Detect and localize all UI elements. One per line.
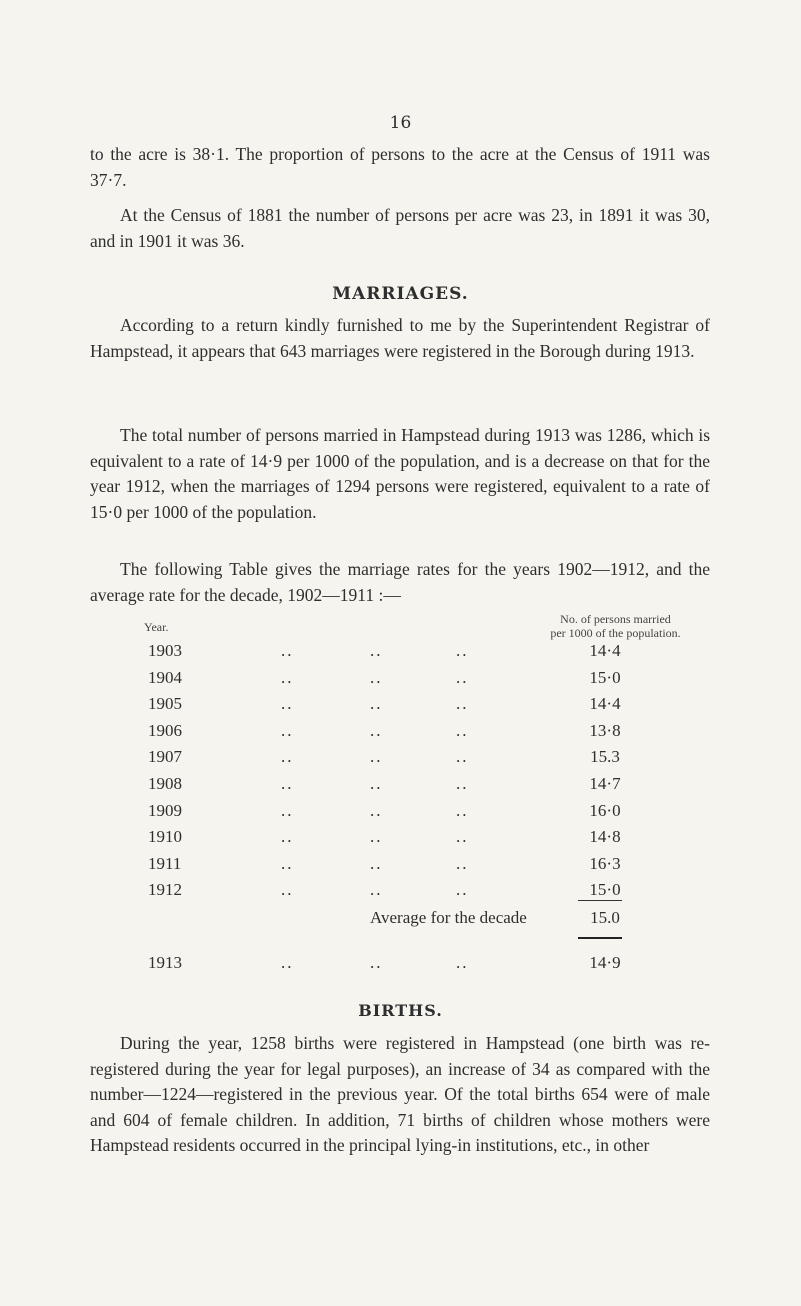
row-rate: 16·3 (589, 853, 621, 873)
row-year: 1903 (148, 641, 182, 660)
row-leader: .. (281, 853, 294, 873)
average-label: Average for the decade (370, 908, 527, 927)
page-number: 16 (389, 113, 412, 133)
row-year: 1909 (148, 800, 182, 820)
births-paragraph-1: During the year, 1258 births were registered in Hampstead (one birth was re-registered during the year for legal purposes), an increase of 34 as compared with the number—1224—registered in the previous year. Of the total births 654 were of male and 604 of female children. In addition, 71 births of children whose mothers were Hampstead residents occurred in the principal lying-in institutions, etc., in other (90, 1033, 710, 1155)
row-rate: 14·4 (589, 694, 621, 714)
row-rate: 14·9 (589, 953, 621, 972)
row-leader: .. (281, 667, 294, 687)
row-year: 1904 (148, 667, 182, 687)
row-rate: 14·7 (589, 774, 621, 793)
row-leader: .. (456, 880, 469, 900)
row-rate: 14·8 (589, 827, 621, 847)
intro-paragraph-1: to the acre is 38·1. The proportion of persons to the acre at the Census of 1911 was 37·7. (90, 144, 710, 190)
row-leader: .. (456, 800, 469, 820)
row-leader: .. (456, 953, 469, 972)
table-row (0, 747, 801, 771)
row-rate: 15.3 (590, 747, 620, 767)
row-year: 1910 (148, 827, 182, 847)
rate-header-line-2: per 1000 of the population. (550, 626, 681, 640)
row-leader: .. (281, 953, 294, 972)
row-leader: .. (370, 747, 383, 767)
row-year: 1912 (148, 880, 182, 900)
row-leader: .. (456, 853, 469, 873)
row-leader: .. (370, 667, 383, 687)
table-row (0, 880, 801, 904)
table-row (0, 774, 801, 798)
row-year: 1913 (148, 953, 182, 972)
row-leader: .. (281, 747, 294, 767)
row-leader: .. (281, 800, 294, 820)
marriages-paragraph-1: According to a return kindly furnished to me by the Superintendent Registrar of Hampstead, it appears that 643 marriages were registered in the Borough during 1913. (90, 315, 710, 361)
row-leader: .. (456, 694, 469, 714)
table-row (0, 827, 801, 851)
row-leader: .. (281, 694, 294, 714)
row-leader: .. (370, 953, 383, 972)
table-col-year-header: Year. (144, 620, 169, 634)
row-leader: .. (456, 720, 469, 740)
table-row (0, 721, 801, 745)
row-leader: .. (456, 641, 469, 660)
row-leader: .. (456, 774, 469, 793)
row-leader: .. (370, 694, 383, 714)
intro-paragraph-2: At the Census of 1881 the number of persons per acre was 23, in 1891 it was 30, and in 1901 it was 36. (90, 205, 710, 251)
row-year: 1905 (148, 694, 182, 714)
row-leader: .. (456, 667, 469, 687)
row-leader: .. (370, 774, 383, 793)
average-top-rule (578, 900, 622, 901)
row-leader: .. (281, 774, 294, 793)
row-leader: .. (370, 853, 383, 873)
row-year: 1911 (148, 853, 182, 873)
table-row (0, 801, 801, 825)
row-leader: .. (370, 720, 383, 740)
row-leader: .. (370, 641, 383, 660)
row-leader: .. (281, 720, 294, 740)
table-col-rate-header (548, 612, 683, 640)
row-year: 1908 (148, 774, 182, 793)
row-leader: .. (370, 800, 383, 820)
table-row (0, 668, 801, 692)
row-leader: .. (281, 641, 294, 660)
average-bottom-rule (578, 937, 622, 939)
table-row (0, 694, 801, 718)
row-rate: 16·0 (589, 800, 621, 820)
rate-header-line-1: No. of persons married (560, 612, 671, 626)
row-rate: 15·0 (589, 667, 621, 687)
average-value: 15.0 (590, 908, 620, 927)
row-leader: .. (456, 827, 469, 847)
row-year: 1906 (148, 720, 182, 740)
row-leader: .. (281, 880, 294, 900)
row-rate: 13·8 (589, 720, 621, 740)
marriages-paragraph-3: The following Table gives the marriage rates for the years 1902—1912, and the average rate for the decade, 1902—1911 :— (90, 559, 710, 605)
row-year: 1907 (148, 747, 182, 767)
row-leader: .. (370, 827, 383, 847)
average-row (0, 908, 801, 932)
row-rate: 14·4 (589, 641, 621, 660)
table-row (0, 854, 801, 878)
marriages-paragraph-2: The total number of persons married in Hampstead during 1913 was 1286, which is equivalent to a rate of 14·9 per 1000 of the population, and is a decrease on that for the year 1912, when the marriages of 1294 persons were registered, equivalent to a rate of 15·0 per 1000 of the population. (90, 425, 710, 522)
table-row (0, 641, 801, 665)
row-rate: 15·0 (589, 880, 621, 900)
births-heading: BIRTHS. (358, 1001, 443, 1020)
row-leader: .. (370, 880, 383, 900)
table-row-1913 (0, 953, 801, 977)
row-leader: .. (281, 827, 294, 847)
row-leader: .. (456, 747, 469, 767)
marriages-heading: MARRIAGES. (332, 284, 469, 304)
